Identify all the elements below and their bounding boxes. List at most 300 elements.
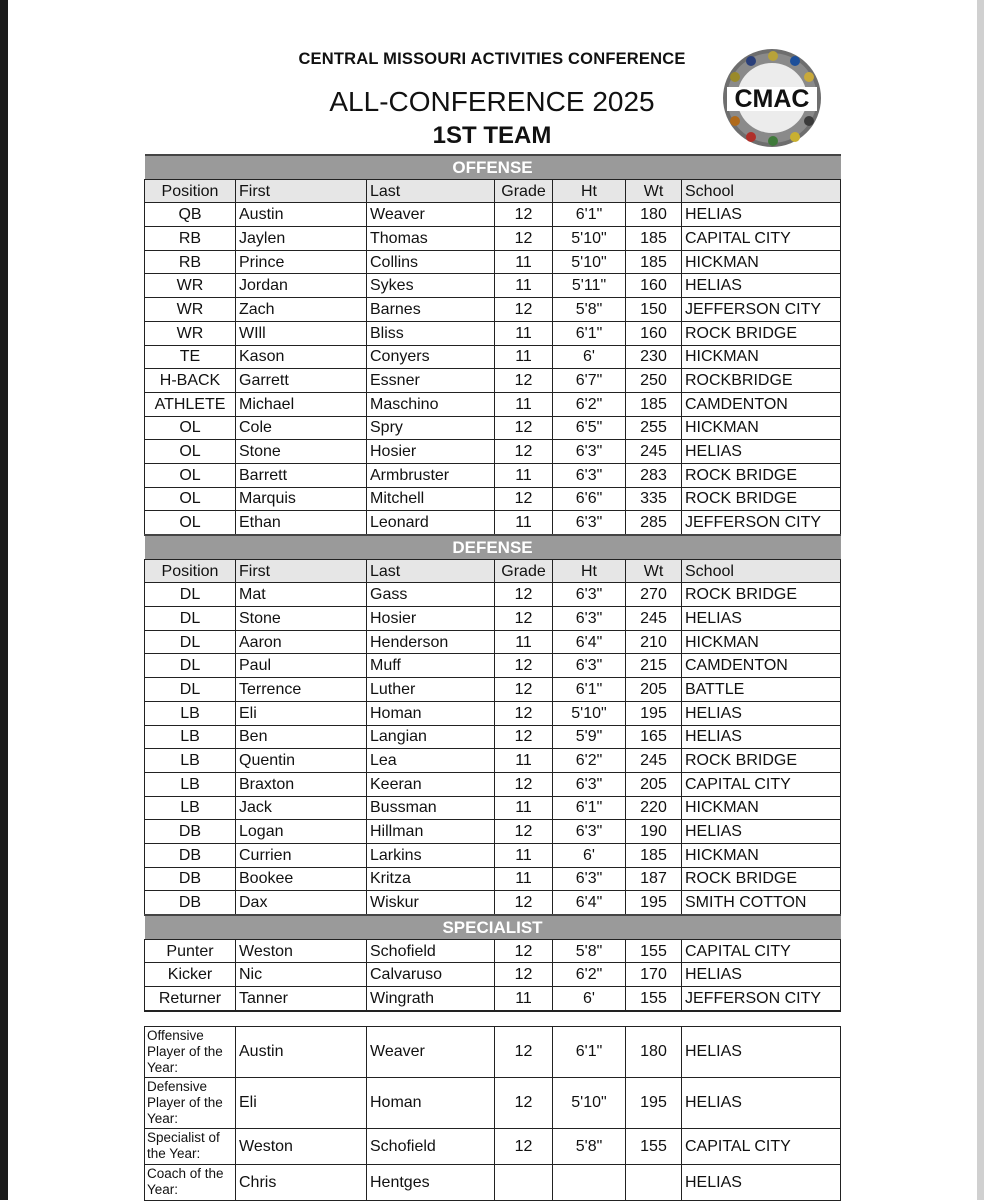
cell-school: JEFFERSON CITY	[682, 298, 841, 322]
offense-player-row	[145, 511, 841, 535]
cell-grade: 12	[495, 1026, 553, 1077]
cell-first: Kason	[236, 345, 367, 369]
cell-grade: 12	[495, 772, 553, 796]
cell-first: Eli	[236, 701, 367, 725]
cell-grade: 11	[495, 345, 553, 369]
defense-player-row	[145, 654, 841, 678]
cell-position: TE	[145, 345, 236, 369]
cell-first: Currien	[236, 843, 367, 867]
cell-last: Calvaruso	[367, 963, 495, 987]
cell-wt: 190	[626, 820, 682, 844]
cell-position: WR	[145, 298, 236, 322]
specialist-section-header	[145, 915, 841, 939]
cell-first: Eli	[236, 1077, 367, 1128]
column-header-wt: Wt	[626, 559, 682, 583]
cell-ht: 6'1"	[553, 678, 626, 702]
cell-last: Barnes	[367, 298, 495, 322]
cell-school: HELIAS	[682, 963, 841, 987]
defense-player-row	[145, 678, 841, 702]
award-row	[145, 1077, 841, 1128]
cell-last: Spry	[367, 416, 495, 440]
cell-position: RB	[145, 227, 236, 251]
defense-player-row	[145, 583, 841, 607]
cell-grade: 12	[495, 654, 553, 678]
column-header-grade: Grade	[495, 179, 553, 203]
cell-ht: 6'1"	[553, 203, 626, 227]
cell-school: CAPITAL CITY	[682, 939, 841, 963]
award-title: Specialist of the Year:	[145, 1128, 236, 1164]
cell-school: CAPITAL CITY	[682, 1128, 841, 1164]
cell-grade: 11	[495, 987, 553, 1011]
cell-grade: 12	[495, 203, 553, 227]
cell-position: LB	[145, 796, 236, 820]
cell-school: HELIAS	[682, 607, 841, 631]
cell-school: CAMDENTON	[682, 392, 841, 416]
cell-position: ATHLETE	[145, 392, 236, 416]
cell-grade: 11	[495, 511, 553, 535]
column-header-last: Last	[367, 179, 495, 203]
cell-position: OL	[145, 511, 236, 535]
cell-ht: 5'8"	[553, 1128, 626, 1164]
cell-position: LB	[145, 701, 236, 725]
cell-last: Mitchell	[367, 487, 495, 511]
cell-ht	[553, 1164, 626, 1200]
cell-position: DL	[145, 583, 236, 607]
specialist-player-row	[145, 987, 841, 1011]
cell-wt: 187	[626, 867, 682, 891]
cell-school: CAMDENTON	[682, 654, 841, 678]
cell-ht: 6'3"	[553, 463, 626, 487]
cell-wt: 185	[626, 843, 682, 867]
cell-wt: 185	[626, 227, 682, 251]
cell-first: Dax	[236, 891, 367, 915]
award-title: Defensive Player of the Year:	[145, 1077, 236, 1128]
cell-wt	[626, 1164, 682, 1200]
cell-grade: 12	[495, 820, 553, 844]
cell-grade: 11	[495, 867, 553, 891]
cell-school: HELIAS	[682, 1077, 841, 1128]
cell-grade: 11	[495, 843, 553, 867]
cell-wt: 245	[626, 607, 682, 631]
cell-school: HICKMAN	[682, 796, 841, 820]
cell-last: Bussman	[367, 796, 495, 820]
offense-player-row	[145, 250, 841, 274]
cell-position: DL	[145, 654, 236, 678]
logo-text: CMAC	[734, 85, 810, 113]
cell-first: Austin	[236, 203, 367, 227]
cell-first: Garrett	[236, 369, 367, 393]
column-header-row	[145, 559, 841, 583]
cell-first: Ben	[236, 725, 367, 749]
cell-last: Muff	[367, 654, 495, 678]
cell-ht: 6'2"	[553, 392, 626, 416]
cell-grade: 12	[495, 963, 553, 987]
cell-school: ROCK BRIDGE	[682, 463, 841, 487]
cell-wt: 185	[626, 250, 682, 274]
cell-wt: 285	[626, 511, 682, 535]
cell-school: HELIAS	[682, 274, 841, 298]
cell-wt: 160	[626, 274, 682, 298]
cell-ht: 6'1"	[553, 1026, 626, 1077]
cell-position: OL	[145, 463, 236, 487]
cell-position: QB	[145, 203, 236, 227]
cell-wt: 150	[626, 298, 682, 322]
cell-first: Terrence	[236, 678, 367, 702]
offense-player-row	[145, 369, 841, 393]
cell-last: Collins	[367, 250, 495, 274]
table-spacer	[145, 1011, 841, 1027]
cell-grade: 11	[495, 630, 553, 654]
cell-ht: 6'4"	[553, 630, 626, 654]
cell-first: Jack	[236, 796, 367, 820]
cell-grade	[495, 1164, 553, 1200]
cell-ht: 6'3"	[553, 607, 626, 631]
cell-school: BATTLE	[682, 678, 841, 702]
cell-last: Hosier	[367, 607, 495, 631]
cell-first: Jordan	[236, 274, 367, 298]
header-org: CENTRAL MISSOURI ACTIVITIES CONFERENCE	[298, 50, 686, 68]
cell-school: HELIAS	[682, 1164, 841, 1200]
cell-wt: 180	[626, 203, 682, 227]
cell-first: Zach	[236, 298, 367, 322]
column-header-last: Last	[367, 559, 495, 583]
cell-last: Homan	[367, 1077, 495, 1128]
cell-grade: 12	[495, 1128, 553, 1164]
cell-school: ROCK BRIDGE	[682, 321, 841, 345]
cell-position: OL	[145, 487, 236, 511]
cell-position: DB	[145, 891, 236, 915]
cell-position: LB	[145, 725, 236, 749]
cell-ht: 6'3"	[553, 511, 626, 535]
team-title: 1ST TEAM	[432, 122, 552, 149]
cell-wt: 195	[626, 1077, 682, 1128]
cell-ht: 5'11"	[553, 274, 626, 298]
cell-last: Kritza	[367, 867, 495, 891]
award-row	[145, 1164, 841, 1200]
cell-wt: 283	[626, 463, 682, 487]
left-border	[0, 0, 8, 1200]
cell-wt: 250	[626, 369, 682, 393]
cell-first: Weston	[236, 1128, 367, 1164]
defense-player-row	[145, 867, 841, 891]
column-header-ht: Ht	[553, 559, 626, 583]
cell-school: ROCK BRIDGE	[682, 749, 841, 773]
defense-player-row	[145, 820, 841, 844]
cell-grade: 11	[495, 749, 553, 773]
cell-school: SMITH COTTON	[682, 891, 841, 915]
cell-ht: 6'3"	[553, 820, 626, 844]
page-title: ALL-CONFERENCE 2025	[329, 86, 655, 117]
offense-player-row	[145, 298, 841, 322]
cell-ht: 6'3"	[553, 583, 626, 607]
cell-ht: 6'3"	[553, 654, 626, 678]
award-title: Coach of the Year:	[145, 1164, 236, 1200]
cell-wt: 195	[626, 701, 682, 725]
cell-grade: 12	[495, 416, 553, 440]
cell-school: HICKMAN	[682, 345, 841, 369]
cell-ht: 6'	[553, 987, 626, 1011]
cell-wt: 245	[626, 749, 682, 773]
cell-wt: 245	[626, 440, 682, 464]
cell-ht: 6'3"	[553, 867, 626, 891]
cell-last: Wiskur	[367, 891, 495, 915]
offense-player-row	[145, 392, 841, 416]
cell-last: Wingrath	[367, 987, 495, 1011]
cell-first: Nic	[236, 963, 367, 987]
cell-school: CAPITAL CITY	[682, 772, 841, 796]
offense-section-header	[145, 155, 841, 179]
cell-grade: 12	[495, 1077, 553, 1128]
cell-position: OL	[145, 416, 236, 440]
defense-player-row	[145, 772, 841, 796]
cell-last: Luther	[367, 678, 495, 702]
offense-player-row	[145, 416, 841, 440]
cell-school: ROCK BRIDGE	[682, 867, 841, 891]
offense-player-row	[145, 321, 841, 345]
cell-wt: 165	[626, 725, 682, 749]
cell-grade: 12	[495, 725, 553, 749]
cell-last: Larkins	[367, 843, 495, 867]
cell-first: Stone	[236, 440, 367, 464]
defense-section-header	[145, 535, 841, 559]
cmac-logo	[721, 47, 823, 149]
cell-wt: 230	[626, 345, 682, 369]
cell-school: HELIAS	[682, 1026, 841, 1077]
cell-last: Keeran	[367, 772, 495, 796]
cell-first: Weston	[236, 939, 367, 963]
cell-first: Tanner	[236, 987, 367, 1011]
cell-grade: 11	[495, 250, 553, 274]
cell-last: Thomas	[367, 227, 495, 251]
cell-first: Prince	[236, 250, 367, 274]
cell-position: Punter	[145, 939, 236, 963]
cell-position: DB	[145, 820, 236, 844]
cell-last: Schofield	[367, 1128, 495, 1164]
cell-ht: 5'8"	[553, 298, 626, 322]
offense-player-row	[145, 487, 841, 511]
cell-position: DB	[145, 843, 236, 867]
cell-grade: 11	[495, 274, 553, 298]
cell-wt: 160	[626, 321, 682, 345]
cell-first: Mat	[236, 583, 367, 607]
cell-last: Hosier	[367, 440, 495, 464]
cell-wt: 195	[626, 891, 682, 915]
cell-last: Weaver	[367, 203, 495, 227]
award-row	[145, 1128, 841, 1164]
cell-last: Langian	[367, 725, 495, 749]
cell-position: WR	[145, 321, 236, 345]
cell-last: Leonard	[367, 511, 495, 535]
defense-player-row	[145, 607, 841, 631]
cell-school: HICKMAN	[682, 416, 841, 440]
cell-school: ROCKBRIDGE	[682, 369, 841, 393]
cell-first: Marquis	[236, 487, 367, 511]
column-header-school: School	[682, 559, 841, 583]
cell-school: HELIAS	[682, 440, 841, 464]
cell-school: HICKMAN	[682, 843, 841, 867]
cell-school: JEFFERSON CITY	[682, 511, 841, 535]
cell-school: HELIAS	[682, 725, 841, 749]
cell-wt: 205	[626, 772, 682, 796]
cell-wt: 205	[626, 678, 682, 702]
cell-ht: 6'2"	[553, 749, 626, 773]
cell-position: DL	[145, 607, 236, 631]
cell-school: HELIAS	[682, 701, 841, 725]
cell-last: Sykes	[367, 274, 495, 298]
offense-player-row	[145, 345, 841, 369]
cell-grade: 12	[495, 583, 553, 607]
offense-player-row	[145, 274, 841, 298]
cell-ht: 6'6"	[553, 487, 626, 511]
cell-grade: 12	[495, 369, 553, 393]
cell-position: RB	[145, 250, 236, 274]
cell-grade: 12	[495, 701, 553, 725]
cell-first: Cole	[236, 416, 367, 440]
cell-first: Paul	[236, 654, 367, 678]
cell-wt: 270	[626, 583, 682, 607]
cell-last: Hillman	[367, 820, 495, 844]
column-header-school: School	[682, 179, 841, 203]
cell-last: Lea	[367, 749, 495, 773]
cell-ht: 6'1"	[553, 796, 626, 820]
cell-position: DL	[145, 630, 236, 654]
cell-grade: 11	[495, 796, 553, 820]
cell-grade: 11	[495, 392, 553, 416]
cell-last: Gass	[367, 583, 495, 607]
cell-last: Maschino	[367, 392, 495, 416]
cell-position: WR	[145, 274, 236, 298]
cell-ht: 6'3"	[553, 440, 626, 464]
cell-first: Bookee	[236, 867, 367, 891]
cell-last: Conyers	[367, 345, 495, 369]
cell-position: Returner	[145, 987, 236, 1011]
defense-player-row	[145, 630, 841, 654]
cell-school: HICKMAN	[682, 250, 841, 274]
offense-player-row	[145, 440, 841, 464]
cell-wt: 155	[626, 939, 682, 963]
cell-school: CAPITAL CITY	[682, 227, 841, 251]
column-header-first: First	[236, 179, 367, 203]
column-header-wt: Wt	[626, 179, 682, 203]
defense-player-row	[145, 701, 841, 725]
award-row	[145, 1026, 841, 1077]
cell-ht: 6'5"	[553, 416, 626, 440]
offense-player-row	[145, 463, 841, 487]
specialist-label: SPECIALIST	[145, 915, 841, 939]
cell-first: Braxton	[236, 772, 367, 796]
column-header-row	[145, 179, 841, 203]
cell-position: DB	[145, 867, 236, 891]
cell-ht: 6'	[553, 843, 626, 867]
cell-school: HELIAS	[682, 820, 841, 844]
cell-wt: 170	[626, 963, 682, 987]
column-header-ht: Ht	[553, 179, 626, 203]
defense-player-row	[145, 749, 841, 773]
column-header-position: Position	[145, 559, 236, 583]
cell-last: Schofield	[367, 939, 495, 963]
cell-ht: 6'1"	[553, 321, 626, 345]
cell-first: Chris	[236, 1164, 367, 1200]
defense-player-row	[145, 891, 841, 915]
cell-first: Barrett	[236, 463, 367, 487]
cell-last: Bliss	[367, 321, 495, 345]
offense-player-row	[145, 227, 841, 251]
cell-wt: 155	[626, 987, 682, 1011]
cell-last: Homan	[367, 701, 495, 725]
defense-player-row	[145, 725, 841, 749]
cell-first: Austin	[236, 1026, 367, 1077]
cell-school: HICKMAN	[682, 630, 841, 654]
cell-ht: 6'4"	[553, 891, 626, 915]
cell-wt: 210	[626, 630, 682, 654]
cell-grade: 11	[495, 463, 553, 487]
cell-grade: 12	[495, 607, 553, 631]
cell-last: Weaver	[367, 1026, 495, 1077]
cell-last: Essner	[367, 369, 495, 393]
cell-grade: 12	[495, 298, 553, 322]
cell-grade: 12	[495, 227, 553, 251]
cell-ht: 5'8"	[553, 939, 626, 963]
cell-ht: 5'10"	[553, 1077, 626, 1128]
cell-wt: 255	[626, 416, 682, 440]
cell-last: Henderson	[367, 630, 495, 654]
cell-ht: 6'	[553, 345, 626, 369]
cell-first: Logan	[236, 820, 367, 844]
defense-label: DEFENSE	[145, 535, 841, 559]
roster-table	[144, 154, 841, 1201]
cell-ht: 5'10"	[553, 227, 626, 251]
column-header-position: Position	[145, 179, 236, 203]
cell-position: LB	[145, 772, 236, 796]
column-header-first: First	[236, 559, 367, 583]
cell-position: DL	[145, 678, 236, 702]
defense-player-row	[145, 796, 841, 820]
cell-first: Aaron	[236, 630, 367, 654]
specialist-player-row	[145, 939, 841, 963]
cell-grade: 12	[495, 939, 553, 963]
cell-school: HELIAS	[682, 203, 841, 227]
cell-first: Ethan	[236, 511, 367, 535]
cell-ht: 6'3"	[553, 772, 626, 796]
cell-first: Michael	[236, 392, 367, 416]
cell-school: JEFFERSON CITY	[682, 987, 841, 1011]
cell-position: LB	[145, 749, 236, 773]
cell-ht: 5'9"	[553, 725, 626, 749]
cell-first: Stone	[236, 607, 367, 631]
column-header-grade: Grade	[495, 559, 553, 583]
cell-wt: 180	[626, 1026, 682, 1077]
cell-position: Kicker	[145, 963, 236, 987]
cell-wt: 155	[626, 1128, 682, 1164]
cell-grade: 12	[495, 440, 553, 464]
cell-grade: 12	[495, 487, 553, 511]
cell-ht: 5'10"	[553, 701, 626, 725]
cell-wt: 335	[626, 487, 682, 511]
cell-position: OL	[145, 440, 236, 464]
cell-wt: 215	[626, 654, 682, 678]
cell-first: Jaylen	[236, 227, 367, 251]
cell-position: H-BACK	[145, 369, 236, 393]
award-title: Offensive Player of the Year:	[145, 1026, 236, 1077]
offense-player-row	[145, 203, 841, 227]
cell-grade: 12	[495, 678, 553, 702]
cell-last: Armbruster	[367, 463, 495, 487]
cell-last: Hentges	[367, 1164, 495, 1200]
cell-school: ROCK BRIDGE	[682, 487, 841, 511]
specialist-player-row	[145, 963, 841, 987]
defense-player-row	[145, 843, 841, 867]
offense-label: OFFENSE	[145, 155, 841, 179]
